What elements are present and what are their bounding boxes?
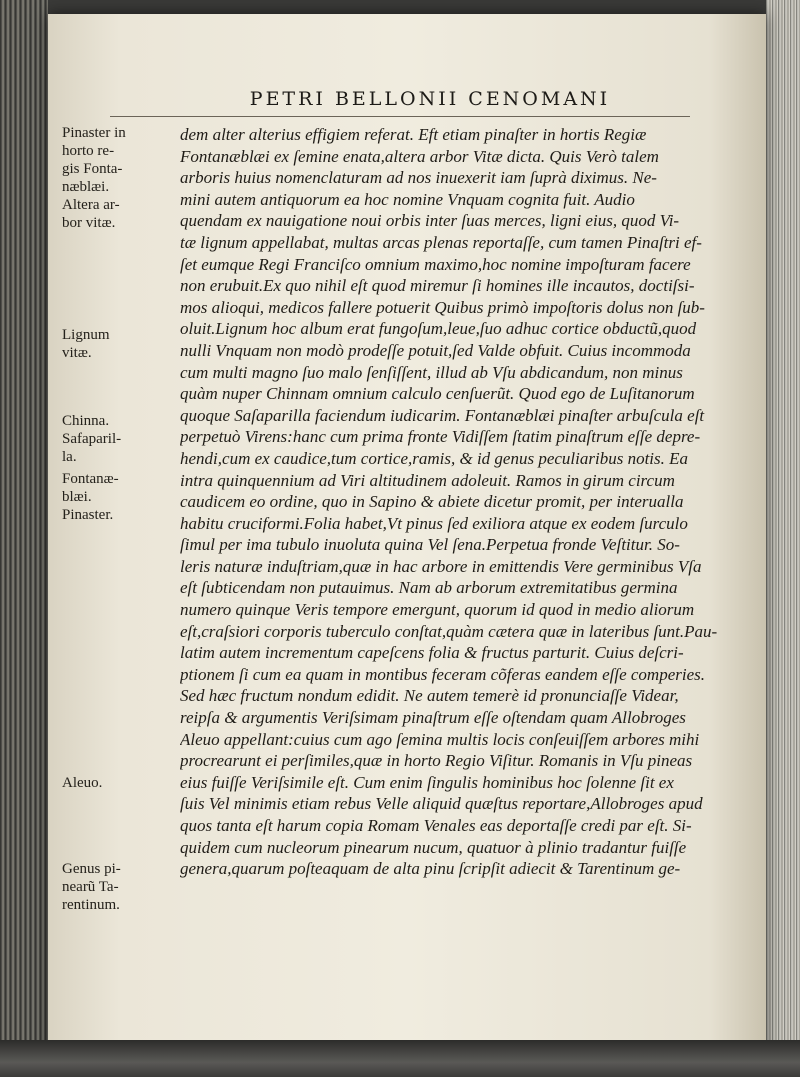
text-line: eius fuiſſe Veriſsimile eſt. Cum enim ſingulis hominibus hoc ſolenne ſit ex <box>180 772 674 792</box>
text-line: Sed hæc fructum nondum edidit. Ne autem temerè id pronunciaſſe Videar, <box>180 686 679 706</box>
text-line: oluit.Lignum hoc album erat fungoſum,leue,ſuo adhuc cortice obductũ,quod <box>180 319 697 339</box>
text-line: reipſa & argumentis Veriſsimam pinaſtrum eſſe oſtendam quam Allobroges <box>180 708 686 728</box>
text-line: habitu cruciformi.Folia habet,Vt pinus ſed exiliora atque ex eodem ſurculo <box>180 513 688 533</box>
text-line: quidem cum nucleorum pinearum nucum, quatuor à plinio tradantur fuiſſe <box>180 837 687 857</box>
text-line: tæ lignum appellabat, multas arcas plenas reportaſſe, cum tamen Pinaſtri ef- <box>180 232 702 252</box>
text-line: quos tanta eſt harum copia Romam Venales eas deportaſſe credi par eſt. Si- <box>180 816 692 835</box>
text-line: dem alter alterius effigiem referat. Eft etiam pinaſter in hortis Regiæ <box>180 125 647 144</box>
text-line: caudicem eo ordine, quo in Sapino & abiete dicetur promit, per interualla <box>180 492 684 512</box>
margin-note-lignum-vitae: Lignum vitæ. <box>62 327 110 361</box>
book-binding-edge <box>0 0 48 1077</box>
margin-note-fontanae: Fontanæ- blæi. <box>62 471 119 505</box>
margin-note-aleuo: Aleuo. <box>62 775 103 791</box>
text-line: quàm nuper Chinnam omnium calculo cenſuerũt. Quod ego de Luſitanorum <box>180 384 695 404</box>
text-line: ſimul per ima tubulo inuoluta quina Vel ſena.Perpetua fronde Veſtitur. So- <box>180 535 680 555</box>
text-line: eſt ſubticendam non putauimus. Nam ab arborum extremitatibus germina <box>180 578 678 598</box>
text-line: intra quinquennium ad Viri altitudinem adoleuit. Ramos in girum circum <box>180 470 675 490</box>
text-line: mos alioqui, medicos fallere potuerit Quibus primò impoſtoris dolus non ſub- <box>180 297 705 317</box>
text-line: ptionem ſi cum ea quam in montibus feceram cõferas eandem eſſe comperies. <box>180 664 705 684</box>
text-line: latim autem incrementum capeſcens folia & fructus parturit. Cuius deſcri- <box>180 643 684 663</box>
text-line: non erubuit.Ex quo nihil eſt quod miremur ſi homines ille incautos, doctiſsi- <box>180 276 695 296</box>
text-line: nulli Vnquam non modò prodeſſe potuit,ſed Valde obfuit. Cuius incommoda <box>180 340 691 360</box>
margin-note-pinaster-horto: Pinaster in horto re- gis Fonta- næblæi. <box>62 125 126 195</box>
margin-note-genus-pinearum: Genus pi- nearũ Ta- rentinum. <box>62 861 121 913</box>
text-line: Fontanæblæi ex ſemine enata,altera arbor Vitæ dicta. Quis Verò talem <box>180 146 659 166</box>
text-line: eſt,craſsiori corporis tuberculo conſtat,quàm cætera quæ in lateribus ſunt.Pau- <box>180 621 718 641</box>
header-rule <box>110 116 690 117</box>
text-line: perpetuò Virens:hanc cum prima fronte Vidiſſem ſtatim pinaſtrum eſſe depre- <box>180 427 701 447</box>
text-line: leris naturæ induſtriam,quæ in hac arbore in emittendis Vere germinibus Vſa <box>180 556 702 576</box>
margin-note-pinaster: Pinaster. <box>62 507 114 523</box>
text-line: ſuis Vel minimis etiam rebus Velle aliquid quæſtus reportare,Allobroges apud <box>180 794 703 814</box>
text-line: genera,quarum poſteaquam de alta pinu ſcripſit adiecit & Tarentinum ge- <box>180 859 681 879</box>
text-line: cum multi magno ſuo malo ſenſiſſent, illud ab Vſu abdicandum, non minus <box>180 362 683 382</box>
margin-note-altera-arbor: Altera ar- bor vitæ. <box>62 197 120 231</box>
text-line: quendam ex nauigatione noui orbis inter ſuas merces, ligni eius, quod Vi- <box>180 211 680 231</box>
text-line: quoque Saſaparilla faciendum iudicarim. Fontanæblæi pinaſter arbuſcula eſt <box>180 405 705 425</box>
text-line: mini autem antiquorum ea hoc nomine Vnquam cognita fuit. Audio <box>180 189 635 209</box>
text-line: numero quinque Veris tempore emergunt, quorum id quod in medio aliorum <box>180 600 695 620</box>
text-line: Aleuo appellant:cuius cum ago ſemina multis locis conſeuiſſem arbores mihi <box>180 729 700 749</box>
text-line: ſet eumque Regi Franciſco omnium maximo,hoc nomine impoſturam facere <box>180 254 691 274</box>
text-line: procrearunt ei perſimiles,quæ in horto Regio Viſitur. Romanis in Vſu pineas <box>180 751 693 771</box>
text-line: hendi,cum ex caudice,tum cortice,ramis, & id genus peculiaribus notis. Ea <box>180 448 689 468</box>
scan-bottom-edge <box>0 1040 800 1077</box>
margin-note-chinna: Chinna. Safaparil- la. <box>62 413 122 465</box>
main-text-block <box>180 124 748 880</box>
running-head: PETRI BELLONII CENOMANI <box>249 88 611 110</box>
page-stack-edge <box>766 0 800 1077</box>
text-line: arboris huius nomenclaturam ad nos inuexerit iam ſuprà diximus. Ne- <box>180 168 657 188</box>
